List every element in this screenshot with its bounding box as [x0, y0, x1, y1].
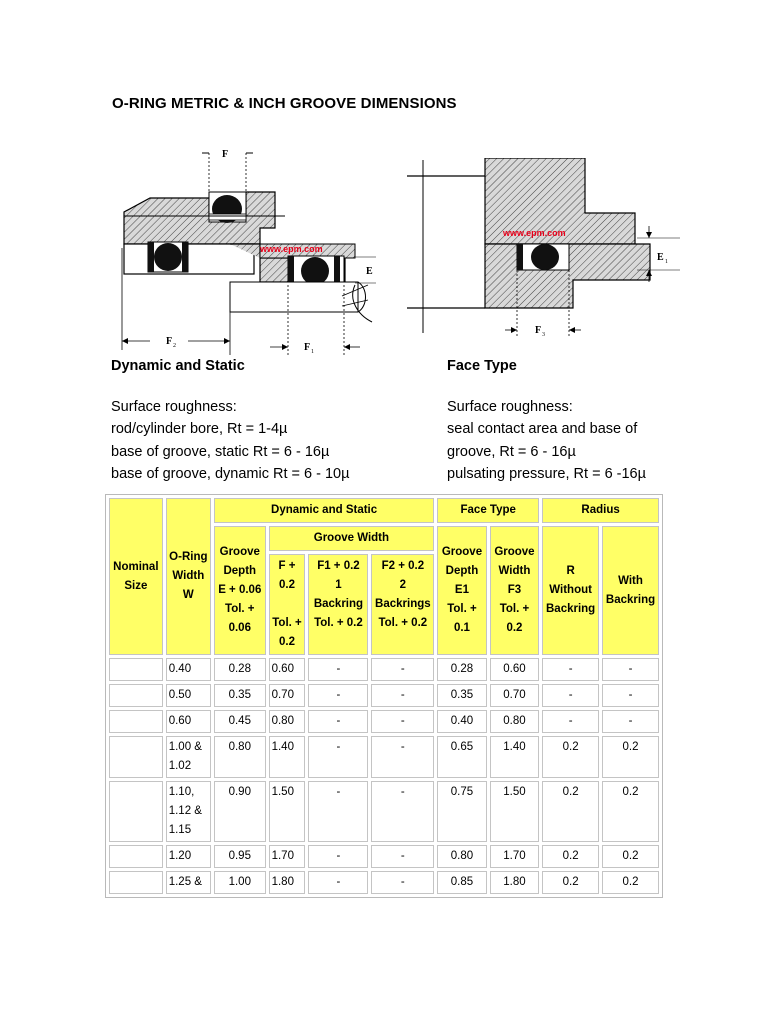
cell-radius-with: 0.2: [602, 871, 659, 894]
cell-groove-depth-e: 0.80: [214, 736, 266, 778]
cell-oring-width: 0.60: [166, 710, 211, 733]
dim-f3-label: F: [535, 325, 542, 336]
groove-dimensions-table: [105, 494, 663, 898]
cell-f1: -: [308, 736, 368, 778]
watermark-right: www.epm.com: [503, 228, 566, 238]
cell-groove-width-f3: 1.40: [490, 736, 539, 778]
cell-groove-depth-e1: 0.28: [437, 658, 486, 681]
cell-nominal-size: [109, 871, 163, 894]
header-f2: F2 + 0.2 2 Backrings Tol. + 0.2: [371, 554, 434, 655]
cell-f1: -: [308, 684, 368, 707]
dim-e1-subscript: 1: [665, 259, 668, 265]
cell-f2: -: [371, 684, 434, 707]
header-f: F + 0.2 Tol. + 0.2: [269, 554, 306, 655]
cell-radius-with: 0.2: [602, 845, 659, 868]
header-radius: Radius: [542, 498, 659, 523]
cell-nominal-size: [109, 845, 163, 868]
cell-groove-width-f3: 0.80: [490, 710, 539, 733]
cell-f: 1.40: [269, 736, 306, 778]
cell-oring-width: 1.00 & 1.02: [166, 736, 211, 778]
cell-groove-depth-e1: 0.80: [437, 845, 486, 868]
cell-groove-depth-e1: 0.65: [437, 736, 486, 778]
cell-f: 0.70: [269, 684, 306, 707]
dim-e1-label: E: [657, 252, 664, 263]
dim-f3-subscript: 3: [542, 332, 545, 338]
cell-f1: -: [308, 658, 368, 681]
cell-oring-width: 1.10, 1.12 & 1.15: [166, 781, 211, 842]
cell-f2: -: [371, 736, 434, 778]
cell-groove-depth-e: 0.28: [214, 658, 266, 681]
cell-nominal-size: [109, 710, 163, 733]
note-line: rod/cylinder bore, Rt = 1-4µ: [111, 421, 288, 437]
header-nominal-size: Nominal Size: [109, 498, 163, 655]
watermark-left: www.epm.com: [260, 244, 323, 254]
table-row: [109, 781, 659, 842]
dim-f2-subscript: 2: [173, 343, 176, 349]
cell-f: 1.70: [269, 845, 306, 868]
note-line: seal contact area and base of: [447, 421, 638, 437]
cell-f2: -: [371, 781, 434, 842]
cell-f2: -: [371, 710, 434, 733]
table-row: [109, 710, 659, 733]
cell-oring-width: 1.20: [166, 845, 211, 868]
cell-groove-width-f3: 1.70: [490, 845, 539, 868]
cell-radius-with: -: [602, 710, 659, 733]
cell-groove-depth-e1: 0.75: [437, 781, 486, 842]
page-title: O-RING METRIC & INCH GROOVE DIMENSIONS: [112, 95, 457, 112]
header-groove-width-f3: Groove Width F3 Tol. + 0.2: [490, 526, 539, 655]
cell-nominal-size: [109, 781, 163, 842]
header-groove-depth-e1: Groove Depth E1 Tol. + 0.1: [437, 526, 486, 655]
dim-e-label: E: [366, 266, 373, 277]
cell-groove-depth-e1: 0.35: [437, 684, 486, 707]
dim-f-label: F: [222, 149, 229, 160]
cell-nominal-size: [109, 736, 163, 778]
table-row: [109, 871, 659, 894]
table-row: [109, 684, 659, 707]
table-row: [109, 736, 659, 778]
cell-f2: -: [371, 658, 434, 681]
header-face-type: Face Type: [437, 498, 539, 523]
cell-groove-depth-e: 0.95: [214, 845, 266, 868]
cell-groove-width-f3: 1.80: [490, 871, 539, 894]
cell-groove-width-f3: 0.60: [490, 658, 539, 681]
note-line: Surface roughness:: [447, 398, 573, 415]
cell-radius-without: 0.2: [542, 781, 599, 842]
cell-groove-depth-e: 0.45: [214, 710, 266, 733]
cell-f1: -: [308, 781, 368, 842]
cell-groove-width-f3: 0.70: [490, 684, 539, 707]
header-dynamic-static: Dynamic and Static: [214, 498, 434, 523]
cell-f2: -: [371, 845, 434, 868]
cell-f1: -: [308, 710, 368, 733]
cell-groove-width-f3: 1.50: [490, 781, 539, 842]
cell-radius-with: -: [602, 684, 659, 707]
cell-radius-without: -: [542, 684, 599, 707]
cell-oring-width: 1.25 &: [166, 871, 211, 894]
cell-radius-without: -: [542, 710, 599, 733]
cell-radius-without: 0.2: [542, 736, 599, 778]
dynamic-static-heading: Dynamic and Static: [111, 358, 245, 374]
cell-nominal-size: [109, 658, 163, 681]
cell-f1: -: [308, 845, 368, 868]
dynamic-static-notes: [111, 355, 349, 486]
header-f1: F1 + 0.2 1 Backring Tol. + 0.2: [308, 554, 368, 655]
face-type-heading: Face Type: [447, 358, 517, 374]
cell-oring-width: 0.40: [166, 658, 211, 681]
cell-groove-depth-e1: 0.40: [437, 710, 486, 733]
cell-radius-with: 0.2: [602, 781, 659, 842]
dim-f1-label: F: [304, 342, 311, 353]
cell-radius-with: 0.2: [602, 736, 659, 778]
table-row: [109, 845, 659, 868]
note-line: base of groove, static Rt = 6 - 16µ: [111, 443, 330, 460]
cell-radius-without: -: [542, 658, 599, 681]
cell-f1: -: [308, 871, 368, 894]
note-line: Surface roughness:: [111, 398, 237, 415]
note-line: groove, Rt = 6 - 16µ: [447, 443, 576, 460]
note-line: pulsating pressure, Rt = 6 -16µ: [447, 466, 646, 482]
cell-oring-width: 0.50: [166, 684, 211, 707]
dim-f1-subscript: 1: [311, 349, 314, 355]
header-radius-with-backring: With Backring: [602, 526, 659, 655]
note-line: base of groove, dynamic Rt = 6 - 10µ: [111, 466, 350, 482]
table-row: [109, 658, 659, 681]
header-groove-depth-e: Groove Depth E + 0.06 Tol. + 0.06: [214, 526, 266, 655]
dim-f2-label: F: [166, 336, 173, 347]
cell-radius-without: 0.2: [542, 871, 599, 894]
cell-groove-depth-e: 1.00: [214, 871, 266, 894]
header-groove-width: Groove Width: [269, 526, 435, 551]
cell-f: 0.60: [269, 658, 306, 681]
face-type-notes: [447, 355, 646, 486]
cell-groove-depth-e: 0.90: [214, 781, 266, 842]
cell-f: 0.80: [269, 710, 306, 733]
cell-radius-without: 0.2: [542, 845, 599, 868]
cell-f2: -: [371, 871, 434, 894]
face-type-groove-diagram: [405, 158, 680, 348]
dynamic-static-groove-diagram: [110, 140, 380, 358]
cell-groove-depth-e: 0.35: [214, 684, 266, 707]
header-radius-without-backring: R Without Backring: [542, 526, 599, 655]
cell-f: 1.50: [269, 781, 306, 842]
cell-nominal-size: [109, 684, 163, 707]
cell-groove-depth-e1: 0.85: [437, 871, 486, 894]
header-oring-width: O-Ring Width W: [166, 498, 211, 655]
cell-radius-with: -: [602, 658, 659, 681]
cell-f: 1.80: [269, 871, 306, 894]
